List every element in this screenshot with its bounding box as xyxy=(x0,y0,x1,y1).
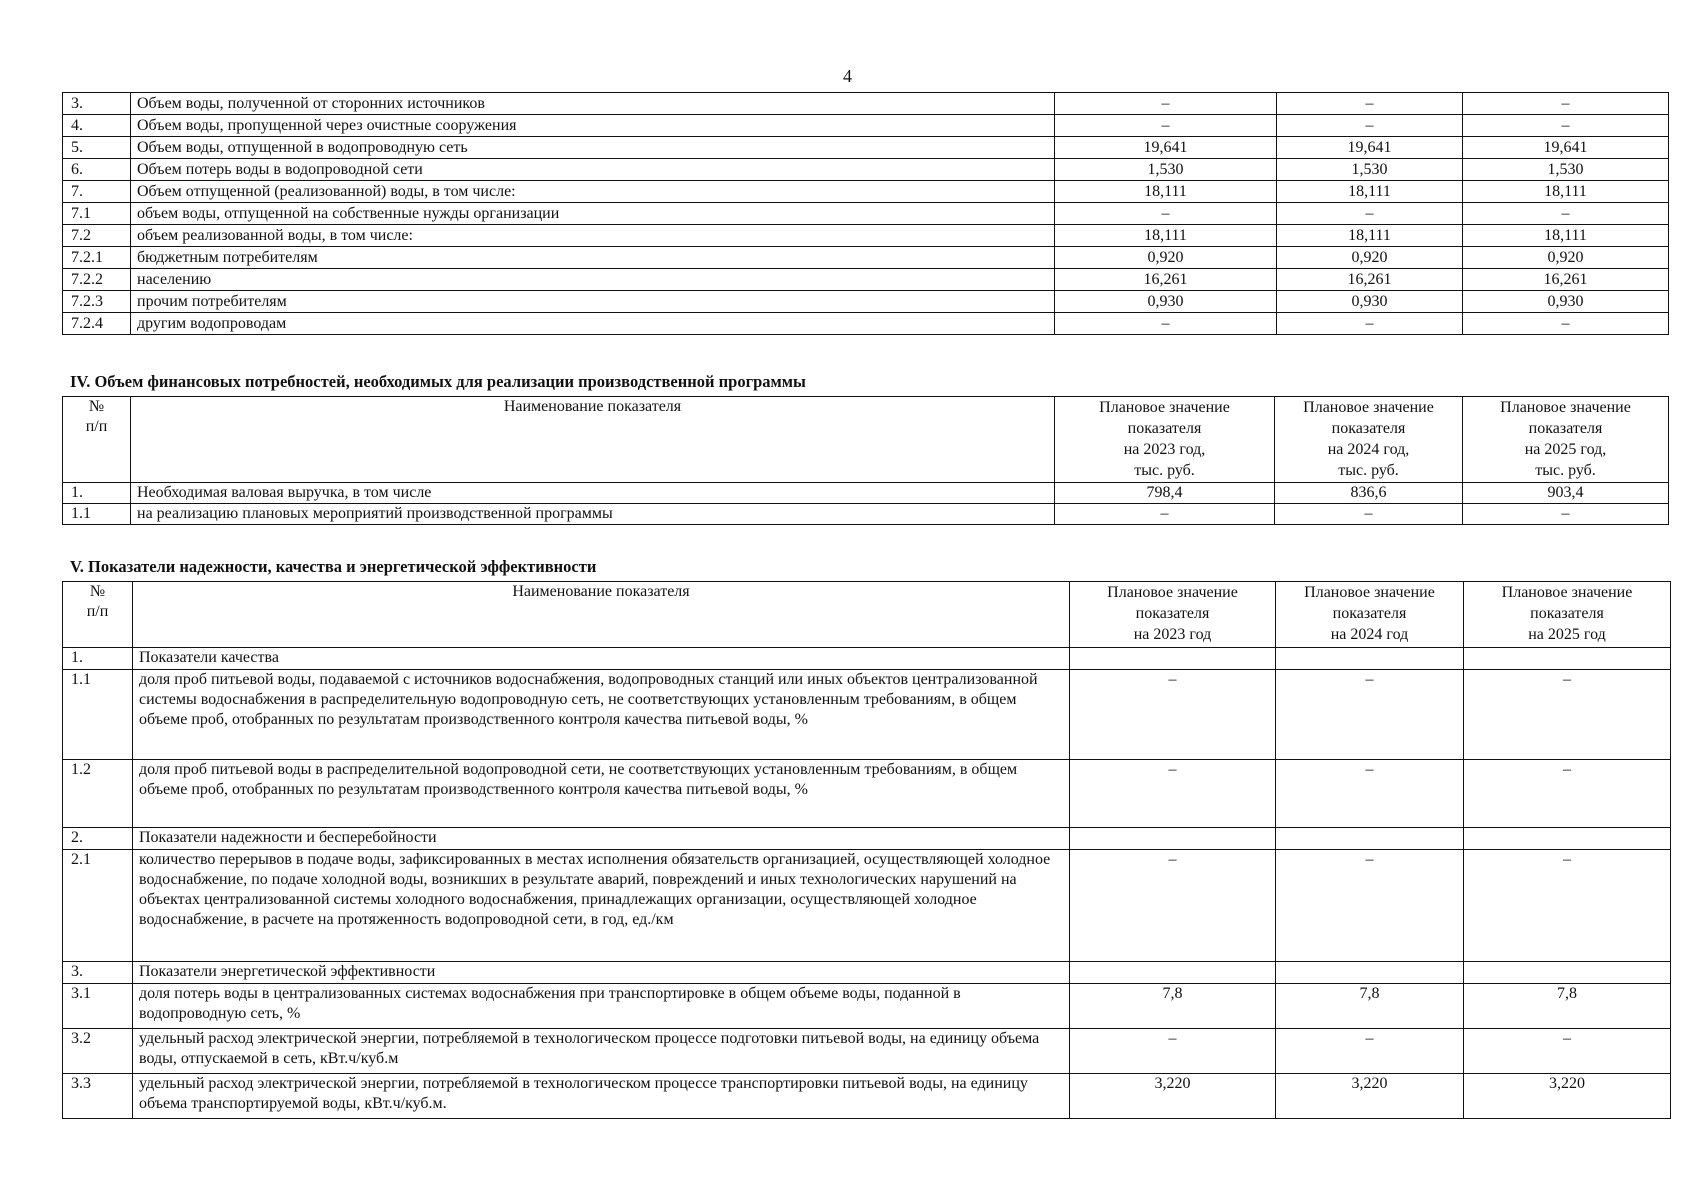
row-name: другим водопроводам xyxy=(131,313,1055,335)
value-2024: – xyxy=(1276,670,1464,760)
value-2023 xyxy=(1070,962,1276,984)
table-row xyxy=(63,247,1669,269)
value-2025: – xyxy=(1463,203,1669,225)
value-2025: 0,930 xyxy=(1463,291,1669,313)
value-2023: 7,8 xyxy=(1070,984,1276,1029)
table-row xyxy=(63,1074,1671,1119)
value-2025: 18,111 xyxy=(1463,181,1669,203)
value-2023: 0,930 xyxy=(1055,291,1277,313)
row-number: 7.1 xyxy=(63,203,131,225)
row-name: доля потерь воды в централизованных системах водоснабжения при транспортировке в общем объеме воды, поданной в водопроводную сеть, % xyxy=(133,984,1070,1029)
table-row xyxy=(63,181,1669,203)
value-2025 xyxy=(1464,962,1671,984)
value-2025: – xyxy=(1464,1029,1671,1074)
row-number: 1. xyxy=(63,483,131,504)
table-row xyxy=(63,93,1669,115)
row-name: Объем воды, полученной от сторонних источников xyxy=(131,93,1055,115)
row-name: удельный расход электрической энергии, потребляемой в технологическом процессе подготовки питьевой воды, на единицу объема воды, отпускаемой в сеть, кВт.ч/куб.м xyxy=(133,1029,1070,1074)
value-2025: – xyxy=(1463,313,1669,335)
table-row xyxy=(63,504,1669,525)
table-row xyxy=(63,850,1671,962)
table-row xyxy=(63,984,1671,1029)
table-row xyxy=(63,670,1671,760)
row-name: количество перерывов в подаче воды, зафиксированных в местах исполнения обязательств организацией, осуществляющей холодное водоснабжение, по подаче холодной воды, возникших в результате аварий, повреждений и иных технологических нарушений на объектах централизованной системы холодного водоснабжения, принадлежащих организации, осуществляющей холодное водоснабжение, в расчете на протяженность водопроводной сети, в год, ед./км xyxy=(133,850,1070,962)
row-name: населению xyxy=(131,269,1055,291)
value-2024 xyxy=(1276,828,1464,850)
row-number: 3.2 xyxy=(63,1029,133,1074)
value-2023 xyxy=(1070,828,1276,850)
header-name: Наименование показателя xyxy=(131,397,1055,483)
value-2025: 7,8 xyxy=(1464,984,1671,1029)
table-row xyxy=(63,483,1669,504)
row-number: 2.1 xyxy=(63,850,133,962)
value-2025: 903,4 xyxy=(1463,483,1669,504)
table-row xyxy=(63,203,1669,225)
value-2025: – xyxy=(1463,115,1669,137)
value-2025 xyxy=(1464,828,1671,850)
row-number: 3.1 xyxy=(63,984,133,1029)
value-2024: – xyxy=(1277,313,1463,335)
row-name: Необходимая валовая выручка, в том числе xyxy=(131,483,1055,504)
value-2023: 3,220 xyxy=(1070,1074,1276,1119)
value-2023: – xyxy=(1070,1029,1276,1074)
table-row xyxy=(63,828,1671,850)
row-number: 7.2.1 xyxy=(63,247,131,269)
header-num: № п/п xyxy=(63,397,131,483)
financial-needs-table xyxy=(62,396,1669,525)
row-number: 3.3 xyxy=(63,1074,133,1119)
value-2024: – xyxy=(1277,203,1463,225)
table-row xyxy=(63,137,1669,159)
row-name: доля проб питьевой воды в распределительной водопроводной сети, не соответствующих установленным требованиям, в общем объеме проб, отобранных по результатам производственного контроля качества питьевой воды, % xyxy=(133,760,1070,828)
row-name: объем реализованной воды, в том числе: xyxy=(131,225,1055,247)
value-2025: 0,920 xyxy=(1463,247,1669,269)
value-2023: 18,111 xyxy=(1055,181,1277,203)
row-number: 1.1 xyxy=(63,670,133,760)
row-name: на реализацию плановых мероприятий производственной программы xyxy=(131,504,1055,525)
row-number: 7.2.2 xyxy=(63,269,131,291)
row-number: 7.2.4 xyxy=(63,313,131,335)
section-4-title: IV. Объем финансовых потребностей, необходимых для реализации производственной программы xyxy=(70,372,806,391)
header-col-2024: Плановое значение показателя на 2024 год xyxy=(1276,582,1464,648)
table-row xyxy=(63,291,1669,313)
table-row xyxy=(63,760,1671,828)
table-row xyxy=(63,269,1669,291)
row-name: Показатели качества xyxy=(133,648,1070,670)
table-header-row xyxy=(63,582,1671,648)
value-2024: 7,8 xyxy=(1276,984,1464,1029)
value-2024: 836,6 xyxy=(1275,483,1463,504)
row-name: Показатели энергетической эффективности xyxy=(133,962,1070,984)
value-2023: 1,530 xyxy=(1055,159,1277,181)
value-2025: 1,530 xyxy=(1463,159,1669,181)
section-5-title: V. Показатели надежности, качества и энергетической эффективности xyxy=(70,557,597,576)
page-number: 4 xyxy=(843,66,852,86)
value-2024: 16,261 xyxy=(1277,269,1463,291)
value-2023: 18,111 xyxy=(1055,225,1277,247)
value-2025: – xyxy=(1464,670,1671,760)
water-volume-table xyxy=(62,92,1669,335)
value-2023: – xyxy=(1055,313,1277,335)
table-header-row xyxy=(63,397,1669,483)
value-2023: 19,641 xyxy=(1055,137,1277,159)
row-name: Показатели надежности и бесперебойности xyxy=(133,828,1070,850)
value-2024: – xyxy=(1276,850,1464,962)
value-2023: 16,261 xyxy=(1055,269,1277,291)
row-number: 4. xyxy=(63,115,131,137)
row-name: прочим потребителям xyxy=(131,291,1055,313)
value-2023: – xyxy=(1055,504,1275,525)
table-row xyxy=(63,159,1669,181)
row-number: 7. xyxy=(63,181,131,203)
value-2023: – xyxy=(1070,670,1276,760)
header-num: № п/п xyxy=(63,582,133,648)
row-name: удельный расход электрической энергии, потребляемой в технологическом процессе транспортировки питьевой воды, на единицу объема транспортируемой воды, кВт.ч/куб.м. xyxy=(133,1074,1070,1119)
value-2023: – xyxy=(1070,850,1276,962)
value-2025: – xyxy=(1464,760,1671,828)
row-name: Объем воды, пропущенной через очистные сооружения xyxy=(131,115,1055,137)
value-2024: 1,530 xyxy=(1277,159,1463,181)
value-2024: 18,111 xyxy=(1277,225,1463,247)
value-2024 xyxy=(1276,648,1464,670)
row-number: 1. xyxy=(63,648,133,670)
value-2024: 0,930 xyxy=(1277,291,1463,313)
reliability-quality-table xyxy=(62,581,1671,1119)
table-row xyxy=(63,962,1671,984)
value-2024: 3,220 xyxy=(1276,1074,1464,1119)
value-2023: – xyxy=(1070,760,1276,828)
row-number: 5. xyxy=(63,137,131,159)
value-2024: – xyxy=(1277,93,1463,115)
value-2025: – xyxy=(1463,504,1669,525)
row-number: 1.2 xyxy=(63,760,133,828)
header-col-2025: Плановое значение показателя на 2025 год, тыс. руб. xyxy=(1463,397,1669,483)
table-row xyxy=(63,648,1671,670)
row-number: 1.1 xyxy=(63,504,131,525)
value-2025 xyxy=(1464,648,1671,670)
header-col-2023: Плановое значение показателя на 2023 год xyxy=(1070,582,1276,648)
row-name: бюджетным потребителям xyxy=(131,247,1055,269)
value-2024: 18,111 xyxy=(1277,181,1463,203)
row-number: 6. xyxy=(63,159,131,181)
row-number: 2. xyxy=(63,828,133,850)
value-2024: – xyxy=(1276,760,1464,828)
table-row xyxy=(63,115,1669,137)
value-2024: 19,641 xyxy=(1277,137,1463,159)
row-name: Объем воды, отпущенной в водопроводную сеть xyxy=(131,137,1055,159)
row-number: 7.2 xyxy=(63,225,131,247)
value-2023 xyxy=(1070,648,1276,670)
value-2023: – xyxy=(1055,93,1277,115)
table-row xyxy=(63,1029,1671,1074)
value-2024 xyxy=(1276,962,1464,984)
value-2024: 0,920 xyxy=(1277,247,1463,269)
row-number: 3. xyxy=(63,962,133,984)
table-row xyxy=(63,225,1669,247)
value-2024: – xyxy=(1277,115,1463,137)
row-name: объем воды, отпущенной на собственные нужды организации xyxy=(131,203,1055,225)
table-row xyxy=(63,313,1669,335)
value-2023: – xyxy=(1055,115,1277,137)
row-name: доля проб питьевой воды, подаваемой с источников водоснабжения, водопроводных станций или иных объектов централизованной системы водоснабжения в распределительную водопроводную сеть, не соответствующих установленным требованиям, в общем объеме проб, отобранных по результатам производственного контроля качества питьевой воды, % xyxy=(133,670,1070,760)
row-number: 7.2.3 xyxy=(63,291,131,313)
value-2025: 18,111 xyxy=(1463,225,1669,247)
value-2023: – xyxy=(1055,203,1277,225)
value-2025: 3,220 xyxy=(1464,1074,1671,1119)
value-2024: – xyxy=(1276,1029,1464,1074)
row-number: 3. xyxy=(63,93,131,115)
value-2025: 16,261 xyxy=(1463,269,1669,291)
value-2025: – xyxy=(1464,850,1671,962)
value-2024: – xyxy=(1275,504,1463,525)
value-2023: 798,4 xyxy=(1055,483,1275,504)
value-2025: – xyxy=(1463,93,1669,115)
header-col-2024: Плановое значение показателя на 2024 год, тыс. руб. xyxy=(1275,397,1463,483)
row-name: Объем потерь воды в водопроводной сети xyxy=(131,159,1055,181)
row-name: Объем отпущенной (реализованной) воды, в том числе: xyxy=(131,181,1055,203)
header-name: Наименование показателя xyxy=(133,582,1070,648)
value-2025: 19,641 xyxy=(1463,137,1669,159)
value-2023: 0,920 xyxy=(1055,247,1277,269)
header-col-2023: Плановое значение показателя на 2023 год, тыс. руб. xyxy=(1055,397,1275,483)
header-col-2025: Плановое значение показателя на 2025 год xyxy=(1464,582,1671,648)
